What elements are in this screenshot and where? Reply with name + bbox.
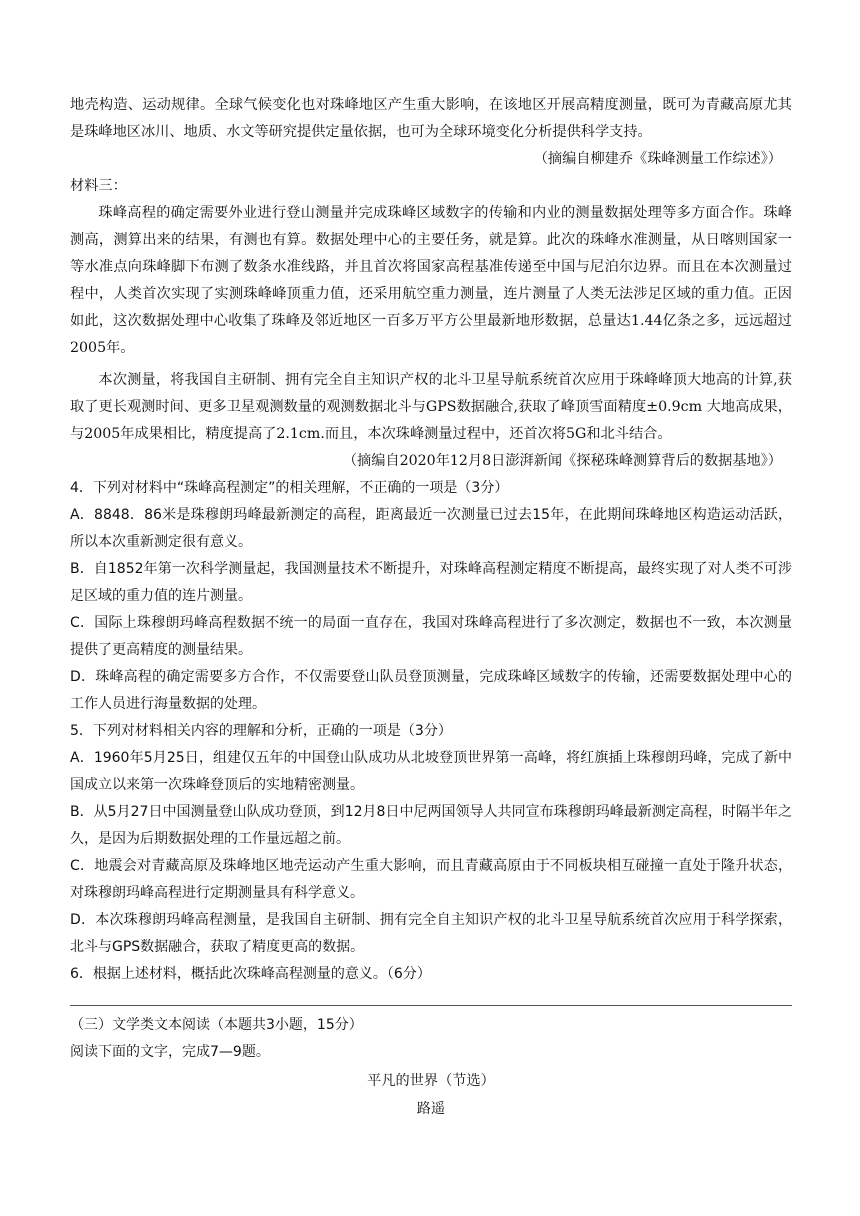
question-5-option-d: D．本次珠穆朗玛峰高程测量，是我国自主研制、拥有完全自主知识产权的北斗卫星导航系统首次应用于科学探索，北斗与GPS数据融合，获取了精度更高的数据。 [70,912,792,955]
material3-label: 材料三： [70,178,127,194]
question-4-stem: 4．下列对材料中“珠峰高程测定”的相关理解，不正确的一项是（3分） [70,480,509,496]
material3-paragraph-2: 本次测量，将我国自主研制、拥有完全自主知识产权的北斗卫星导航系统首次应用于珠峰峰顶大地高的计算,获取了更长观测时间、更多卫星观测数量的观测数据北斗与GPS数据融合,获取了峰顶雪面精度±0.9cm 大地高成果，与2005年成果相比，精度提高了2.1cm.而且，本次珠峰测量过程中，还首次将5G和北斗结合。 [70,372,792,442]
question-4-option-a: A．8848．86米是珠穆朗玛峰最新测定的高程，距离最近一次测量已过去15年，在此期间珠峰地区构造运动活跃，所以本次重新测定很有意义。 [70,507,792,550]
question-4-option-b: B．自1852年第一次科学测量起，我国测量技术不断提升，对珠峰高程测定精度不断提高，最终实现了对人类不可涉足区域的重力值的连片测量。 [70,561,792,604]
section-3-instruction: 阅读下面的文字，完成7—9题。 [70,1044,270,1060]
question-5-option-b: B．从5月27日中国测量登山队成功登顶，到12月8日中尼两国领导人共同宣布珠穆朗玛峰最新测定高程，时隔半年之久，是因为后期数据处理的工作量远超之前。 [70,804,792,847]
material2-source: （摘编自柳建乔《珠峰测量工作综述》） [533,151,782,167]
question-4-option-d: D．珠峰高程的确定需要多方合作，不仅需要登山队员登顶测量，完成珠峰区域数字的传输，还需要数据处理中心的工作人员进行海量数据的处理。 [70,669,792,712]
question-5-stem: 5．下列对材料相关内容的理解和分析，正确的一项是（3分） [70,723,452,739]
question-5-option-a: A．1960年5月25日，组建仅五年的中国登山队成功从北坡登顶世界第一高峰，将红旗插上珠穆朗玛峰，完成了新中国成立以来第一次珠峰登顶后的实地精密测量。 [70,750,792,793]
material3-paragraph-1: 珠峰高程的确定需要外业进行登山测量并完成珠峰区域数字的传输和内业的测量数据处理等多方面合作。珠峰测高，测算出来的结果，有测也有算。数据处理中心的主要任务，就是算。此次的珠峰水准测量，从日喀则国家一等水准点向珠峰脚下布测了数条水准线路，并且首次将国家高程基准传递至中国与尼泊尔边界。而且在本次测量过程中，人类首次实现了实测珠峰峰顶重力值，还采用航空重力测量，连片测量了人类无法涉足区域的重力值。正因如此，这次数据处理中心收集了珠峰及邻近地区一百多万平方公里最新地形数据，总量达1.44亿条之多，远远超过2005年。 [70,205,792,356]
story-author: 路遥 [416,1101,446,1117]
section-3-heading: （三）文学类文本阅读（本题共3小题，15分） [70,1017,363,1033]
question-4-option-c: C．国际上珠穆朗玛峰高程数据不统一的局面一直存在，我国对珠峰高程进行了多次测定，数据也不一致，本次测量提供了更高精度的测量结果。 [70,615,792,658]
section-divider [70,1005,792,1006]
material2-tail: 地壳构造、运动规律。全球气候变化也对珠峰地区产生重大影响，在该地区开展高精度测量，既可为青藏高原尤其是珠峰地区冰川、地质、水文等研究提供定量依据，也可为全球环境变化分析提供科学支持。 [70,97,792,140]
story-title: 平凡的世界（节选） [367,1073,495,1089]
material3-source: （摘编自2020年12月8日澎湃新闻《探秘珠峰测算背后的数据基地》） [342,453,782,469]
question-5-option-c: C．地震会对青藏高原及珠峰地区地壳运动产生重大影响，而且青藏高原由于不同板块相互碰撞一直处于隆升状态，对珠穆朗玛峰高程进行定期测量具有科学意义。 [70,858,792,901]
question-6: 6．根据上述材料，概括此次珠峰高程测量的意义。（6分） [70,966,431,982]
